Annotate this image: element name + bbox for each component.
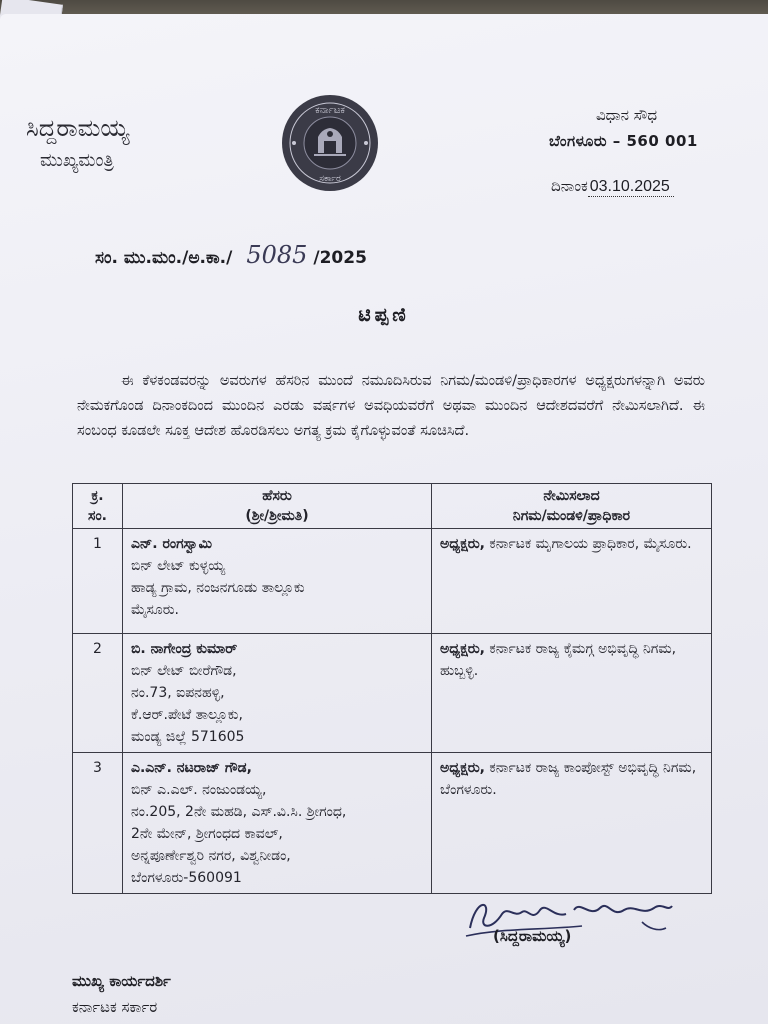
address-line: ಬೆಂಗಳೂರು-560091 (131, 870, 242, 886)
date-row (551, 177, 674, 197)
header-post: ನೇಮಿಸಲಾದ ನಿಗಮ/ಮಂಡಳಿ/ಪ್ರಾಧಿಕಾರ (432, 484, 712, 529)
government-seal-icon (280, 93, 380, 193)
reference-handwritten-number: 5085 (246, 241, 308, 269)
table-header-row (73, 484, 712, 529)
row-sl: 2 (73, 634, 123, 753)
header-name: ಹೆಸರು (ಶ್ರೀ/ಶ್ರೀಮತಿ) (123, 484, 432, 529)
address-line: ಕೆ.ಆರ್.ಪೇಟೆ ತಾಲ್ಲೂಕು, (131, 707, 243, 723)
seal-text-top: ಕರ್ನಾಟಕ (315, 105, 345, 116)
post-org: ಕರ್ನಾಟಕ ರಾಜ್ಯ ಕಾಂಪೋಸ್ಟ್ ಅಭಿವೃದ್ಧಿ ನಿಗಮ, ಬೆಂಗಳೂರು. (440, 760, 697, 798)
address-line: 2ನೇ ಮೇನ್, ಶ್ರೀಗಂಧದ ಕಾವಲ್, (131, 826, 283, 842)
body-paragraph: ಈ ಕೆಳಕಂಡವರನ್ನು ಅವರುಗಳ ಹೆಸರಿನ ಮುಂದೆ ನಮೂದಿಸಿರುವ ನಿಗಮ/ಮಂಡಳಿ/ಪ್ರಾಧಿಕಾರಗಳ ಅಧ್ಯಕ್ಷರುಗಳನ್ನಾಗಿ ಅವರು ನೇಮಕಗೊಂಡ ದಿನಾಂಕದಿಂದ ಮುಂದಿನ ಎರಡು ವರ್ಷಗಳ ಅವಧಿಯವರೆಗೆ ಅಥವಾ ಮುಂದಿನ ಆದೇಶದವರೆಗೆ ನೇಮಿಸಲಾಗಿದೆ. ಈ ಸಂಬಂಧ ಕೂಡಲೇ ಸೂಕ್ತ ಆದೇಶ ಹೊರಡಿಸಲು ಅಗತ್ಯ ಕ್ರಮ ಕೈಗೊಳ್ಳುವಂತೆ ಸೂಚಿಸಿದೆ. (77, 372, 705, 439)
table-row (73, 753, 712, 894)
address-line: ಹಾಡ್ಯ ಗ್ರಾಮ, ನಂಜನಗೂಡು ತಾಲ್ಲೂಕು (131, 580, 305, 596)
date-label: ದಿನಾಂಕ (551, 177, 588, 195)
address-line: ನಂ.73, ಐಪನಹಳ್ಳಿ, (131, 685, 225, 701)
reference-prefix: ಸಂ. ಮು.ಮಂ./ಅ.ಕಾ./ (95, 248, 233, 268)
header-sl: ಕ್ರ. ಸಂ. (73, 484, 123, 529)
post-title: ಅಧ್ಯಕ್ಷರು, (440, 641, 485, 657)
document-page (0, 14, 768, 1024)
reference-year: /2025 (313, 248, 367, 268)
address-line-2: ಬೆಂಗಳೂರು – 560 001 (549, 132, 698, 150)
signatory-name: (ಸಿದ್ದರಾಮಯ್ಯ) (493, 927, 572, 945)
cm-name: ಸಿದ್ದರಾಮಯ್ಯ (26, 114, 130, 142)
post-org: ಕರ್ನಾಟಕ ಮೃಗಾಲಯ ಪ್ರಾಧಿಕಾರ, ಮೈಸೂರು. (489, 536, 692, 552)
row-post-cell (432, 529, 712, 634)
row-name-cell (123, 753, 432, 894)
address-line-1: ವಿಧಾನ ಸೌಧ (596, 106, 658, 124)
post-org: ಕರ್ನಾಟಕ ರಾಜ್ಯ ಕೈಮಗ್ಗ ಅಭಿವೃದ್ಧಿ ನಿಗಮ, ಹುಬ್ಬಳ್ಳಿ. (440, 641, 677, 679)
recipient-org: ಕರ್ನಾಟಕ ಸರ್ಕಾರ (72, 998, 158, 1016)
address-line: ಬಿನ್ ಎ.ಎಲ್. ನಂಜುಂಡಯ್ಯ, (131, 782, 267, 798)
row-name-cell (123, 529, 432, 634)
reference-number (95, 241, 367, 269)
row-name-cell (123, 634, 432, 753)
appointments-table (72, 483, 712, 894)
row-post-cell (432, 753, 712, 894)
address-line: ಬಿನ್ ಲೇಟ್ ಬೀರೆಗೌಡ, (131, 663, 237, 679)
address-line: ಮಂಡ್ಯ ಜಿಲ್ಲೆ 571605 (131, 729, 245, 745)
row-post-cell (432, 634, 712, 753)
address-line: ಮೈಸೂರು. (131, 602, 180, 618)
appointee-name: ಬಿ. ನಾಗೇಂದ್ರ ಕುಮಾರ್ (131, 641, 238, 657)
cm-title: ಮುಖ್ಯಮಂತ್ರಿ (40, 150, 114, 171)
date-value: 03.10.2025 (588, 178, 674, 197)
post-title: ಅಧ್ಯಕ್ಷರು, (440, 536, 485, 552)
appointee-name: ಎನ್. ರಂಗಸ್ವಾಮಿ (131, 536, 212, 552)
seal-text-bottom: ಸರ್ಕಾರ (319, 174, 341, 184)
row-sl: 1 (73, 529, 123, 634)
address-line: ನಂ.205, 2ನೇ ಮಹಡಿ, ಎಸ್.ವಿ.ಸಿ. ಶ್ರೀಗಂಧ, (131, 804, 347, 820)
post-title: ಅಧ್ಯಕ್ಷರು, (440, 760, 485, 776)
address-line: ಬಿನ್ ಲೇಟ್ ಕುಳ್ಳಯ್ಯ (131, 558, 226, 574)
appointee-name: ಎ.ಎನ್. ನಟರಾಜ್ ಗೌಡ, (131, 760, 252, 776)
address-line: ಅನ್ನಪೂರ್ಣೇಶ್ವರಿ ನಗರ, ವಿಶ್ವನೀಡಂ, (131, 848, 291, 864)
table-row (73, 529, 712, 634)
row-sl: 3 (73, 753, 123, 894)
document-heading: ಟಿಪ್ಪಣಿ (358, 304, 410, 326)
table-row (73, 634, 712, 753)
recipient-title: ಮುಖ್ಯ ಕಾರ್ಯದರ್ಶಿ (72, 972, 171, 990)
